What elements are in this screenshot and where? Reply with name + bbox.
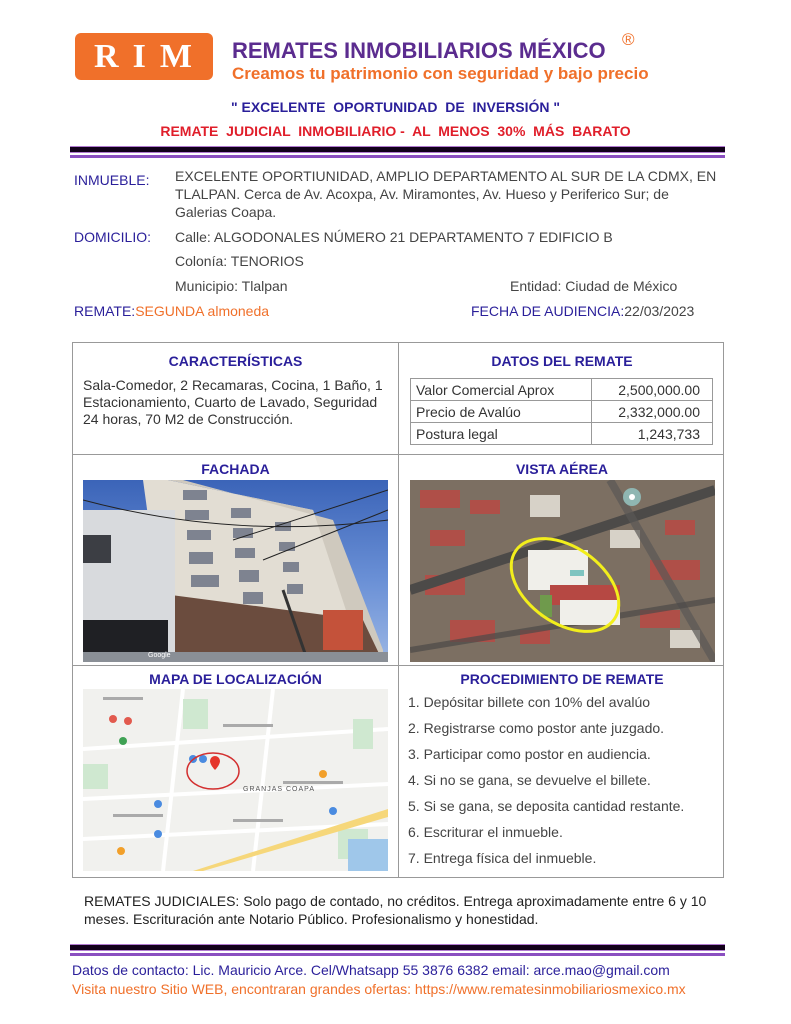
valor-comercial-label: Valor Comercial Aprox	[411, 379, 592, 401]
subheadline: REMATE JUDICIAL INMOBILIARIO - AL MENOS 30% MÁS BARATO	[160, 123, 631, 139]
table-row	[411, 379, 713, 401]
contact-info: Datos de contacto: Lic. Mauricio Arce. Cel/Whatsapp 55 3876 6382 email: arce.mao@gmail.com	[72, 962, 670, 978]
table-row	[411, 423, 713, 445]
table-row	[411, 401, 713, 423]
rim-logo: RIM	[75, 33, 213, 80]
fecha-value: 22/03/2023	[624, 303, 695, 319]
caracteristicas-text: Sala-Comedor, 2 Recamaras, Cocina, 1 Baño, 1 Estacionamiento, Cuarto de Lavado, Seguridad 24 horas, 70 M2 de Construcción.	[83, 377, 383, 427]
postura-legal-value: 1,243,733	[592, 423, 713, 445]
fecha-row	[471, 303, 694, 319]
list-item: 7. Entrega física del inmueble.	[408, 850, 597, 866]
divider-bottom-thin	[70, 953, 725, 956]
inmueble-text: EXCELENTE OPORTIUNIDAD, AMPLIO DEPARTAMENTO AL SUR DE LA CDMX, EN TLALPAN. Cerca de Av. Acoxpa, Av. Miramontes, Av. Hueso y Periferico Sur; de Galerias Coapa.	[175, 168, 717, 220]
mapa-title: MAPA DE LOCALIZACIÓN	[149, 671, 322, 687]
mapa-image	[83, 689, 388, 871]
precio-avaluo-label: Precio de Avalúo	[411, 401, 592, 423]
vista-aerea-photo	[410, 480, 715, 662]
fachada-title: FACHADA	[201, 461, 270, 477]
registered-mark: ®	[622, 30, 635, 49]
datos-remate-table	[410, 378, 713, 445]
remate-label: REMATE:	[74, 303, 136, 319]
website-info: Visita nuestro Sitio WEB, encontraran grandes ofertas: https://www.rematesinmobiliariosmexico.mx	[72, 981, 686, 997]
vista-aerea-title: VISTA AÉREA	[515, 461, 609, 477]
list-item: 3. Participar como postor en audiencia.	[408, 746, 651, 762]
brand-tagline: Creamos tu patrimonio con seguridad y bajo precio	[232, 64, 649, 83]
inmueble-label: INMUEBLE:	[74, 172, 150, 188]
list-item: 1. Depósitar billete con 10% del avalúo	[408, 694, 651, 710]
procedimiento-list	[408, 693, 684, 875]
caracteristicas-title: CARACTERÍSTICAS	[168, 353, 303, 369]
remate-value: SEGUNDA almoneda	[135, 303, 270, 319]
aerial-view-image	[410, 480, 715, 662]
entidad-text: Entidad: Ciudad de México	[510, 278, 678, 294]
municipio-text: Municipio: Tlalpan	[175, 278, 288, 294]
precio-avaluo-value: 2,332,000.00	[592, 401, 713, 423]
list-item: 5. Si se gana, se deposita cantidad restante.	[408, 798, 685, 814]
property-details-grid	[72, 342, 724, 878]
google-watermark: Google	[148, 652, 171, 659]
fecha-label: FECHA DE AUDIENCIA:	[471, 303, 625, 319]
fachada-photo	[83, 480, 388, 662]
remates-judiciales-note: REMATES JUDICIALES: Solo pago de contado, no créditos. Entrega aproximadamente entre 6 y 10 meses. Escrituración ante Notario Público. Profesionalismo y honestidad.	[84, 893, 707, 927]
headline: " EXCELENTE OPORTUNIDAD DE INVERSIÓN "	[230, 99, 561, 115]
list-item: 2. Registrarse como postor ante juzgado.	[408, 720, 665, 736]
postura-legal-label: Postura legal	[411, 423, 592, 445]
valor-comercial-value: 2,500,000.00	[592, 379, 713, 401]
procedimiento-title: PROCEDIMIENTO DE REMATE	[460, 671, 664, 687]
remate-row	[74, 303, 269, 319]
list-item: 4. Si no se gana, se devuelve el billete.	[408, 772, 651, 788]
divider-top-thin	[70, 155, 725, 158]
list-item: 6. Escriturar el inmueble.	[408, 824, 563, 840]
datos-remate-title: DATOS DEL REMATE	[491, 353, 633, 369]
brand-title: REMATES INMOBILIARIOS MÉXICO	[232, 38, 606, 63]
granjas-coapa-label: GRANJAS COAPA	[243, 786, 315, 793]
building-facade-image	[83, 480, 388, 662]
domicilio-label: DOMICILIO:	[74, 229, 152, 245]
divider-bottom	[70, 944, 725, 951]
colonia-text: Colonía: TENORIOS	[175, 253, 304, 269]
calle-text: Calle: ALGODONALES NÚMERO 21 DEPARTAMENTO 7 EDIFICIO B	[175, 229, 613, 245]
location-map	[83, 689, 388, 871]
divider-top	[70, 146, 725, 153]
